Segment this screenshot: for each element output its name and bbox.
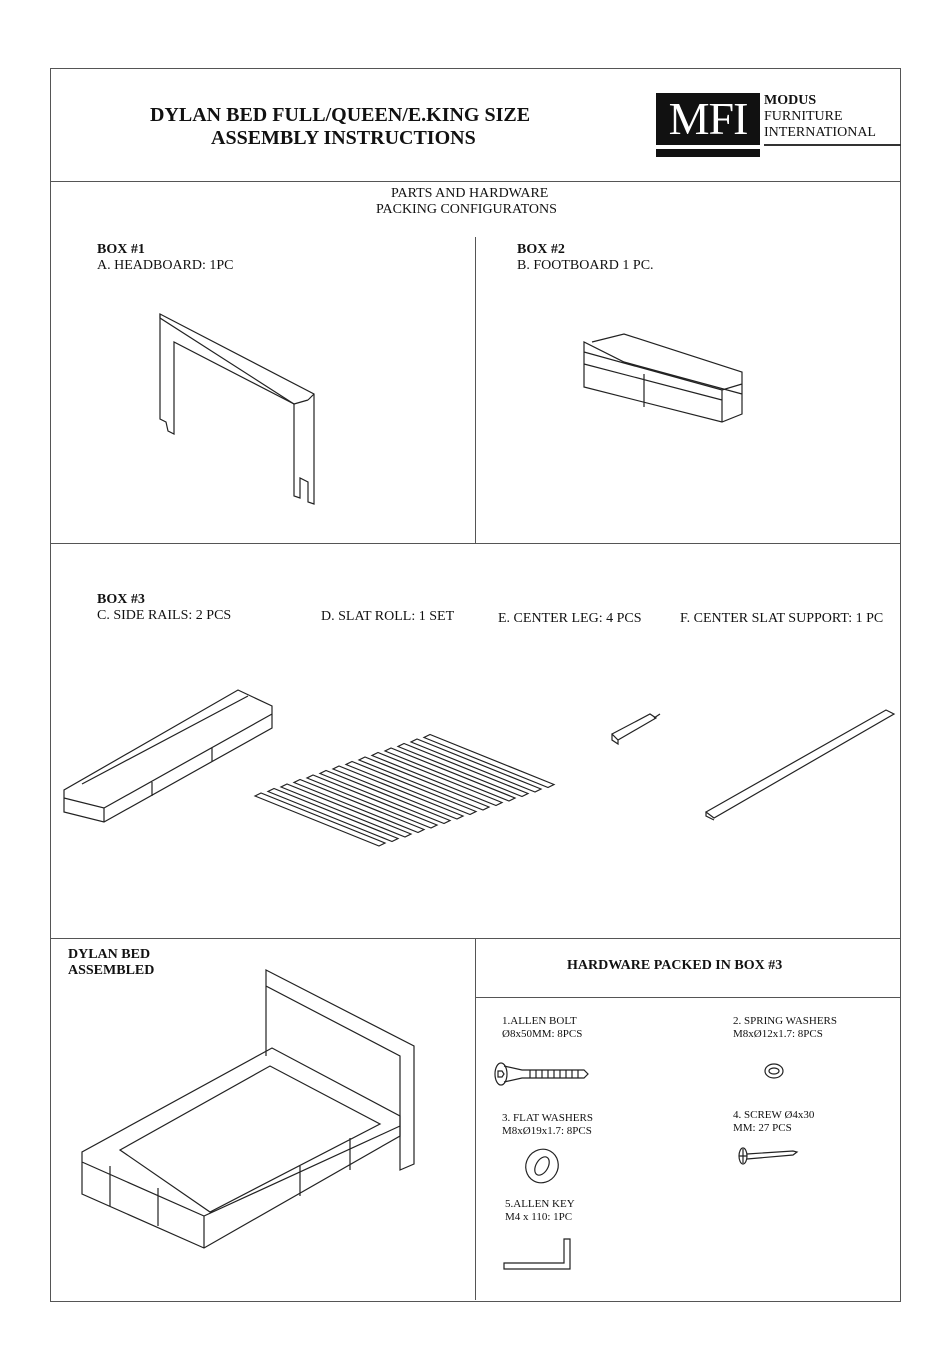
footboard-drawing — [582, 332, 747, 432]
hardware-item-name: 1.ALLEN BOLT — [502, 1015, 577, 1027]
hardware-item-name: 5.ALLEN KEY — [505, 1198, 575, 1210]
logo-text: FURNITURE — [764, 109, 843, 124]
side-rails-drawing — [62, 688, 277, 828]
assembled-subtitle: ASSEMBLED — [68, 963, 155, 978]
center-leg-drawing — [610, 710, 665, 746]
document-subtitle: ASSEMBLY INSTRUCTIONS — [211, 127, 476, 149]
hardware-item-spec: M4 x 110: 1PC — [505, 1211, 573, 1223]
box2-title: BOX #2 — [517, 242, 565, 257]
allen-key-icon — [502, 1237, 574, 1271]
divider — [475, 938, 476, 1300]
mfi-logo — [656, 93, 901, 157]
box3-title: BOX #3 — [97, 592, 145, 607]
section-heading: PARTS AND HARDWARE — [391, 186, 549, 201]
section-heading: PACKING CONFIGURATONS — [376, 202, 557, 217]
divider — [50, 543, 900, 544]
box2-item: B. FOOTBOARD 1 PC. — [517, 258, 654, 273]
headboard-drawing — [158, 312, 318, 512]
hardware-item-spec: M8xØ12x1.7: 8PCS — [733, 1028, 823, 1040]
spring-washer-icon — [763, 1060, 785, 1082]
divider — [475, 237, 476, 543]
logo-mark: MFI — [656, 93, 760, 145]
logo-text: MODUS — [764, 93, 817, 108]
divider — [50, 181, 900, 182]
box3-item-side-rails: C. SIDE RAILS: 2 PCS — [97, 608, 232, 623]
assembled-bed-drawing — [80, 966, 420, 1266]
box3-item-center-leg: E. CENTER LEG: 4 PCS — [498, 611, 642, 626]
box3-item-slat-roll: D. SLAT ROLL: 1 SET — [321, 609, 455, 624]
box1-item: A. HEADBOARD: 1PC — [97, 258, 234, 273]
allen-bolt-icon — [492, 1062, 592, 1088]
hardware-item-name: 4. SCREW Ø4x30 — [733, 1109, 815, 1121]
flat-washer-icon — [522, 1146, 562, 1186]
hardware-title: HARDWARE PACKED IN BOX #3 — [567, 958, 783, 973]
box3-item-center-slat-support: F. CENTER SLAT SUPPORT: 1 PC — [680, 611, 884, 626]
hardware-item-spec: Ø8x50MM: 8PCS — [502, 1028, 583, 1040]
document-title: DYLAN BED FULL/QUEEN/E.KING SIZE — [150, 104, 531, 126]
divider — [475, 997, 900, 998]
hardware-item-name: 3. FLAT WASHERS — [502, 1112, 593, 1124]
screw-icon — [737, 1146, 799, 1166]
hardware-item-spec: MM: 27 PCS — [733, 1122, 792, 1134]
center-slat-support-drawing — [704, 708, 896, 822]
box1-title: BOX #1 — [97, 242, 145, 257]
hardware-item-name: 2. SPRING WASHERS — [733, 1015, 838, 1027]
slat-roll-drawing — [255, 738, 555, 858]
logo-text: INTERNATIONAL — [764, 125, 876, 140]
assembled-title: DYLAN BED — [68, 947, 151, 962]
hardware-item-spec: M8xØ19x1.7: 8PCS — [502, 1125, 592, 1137]
